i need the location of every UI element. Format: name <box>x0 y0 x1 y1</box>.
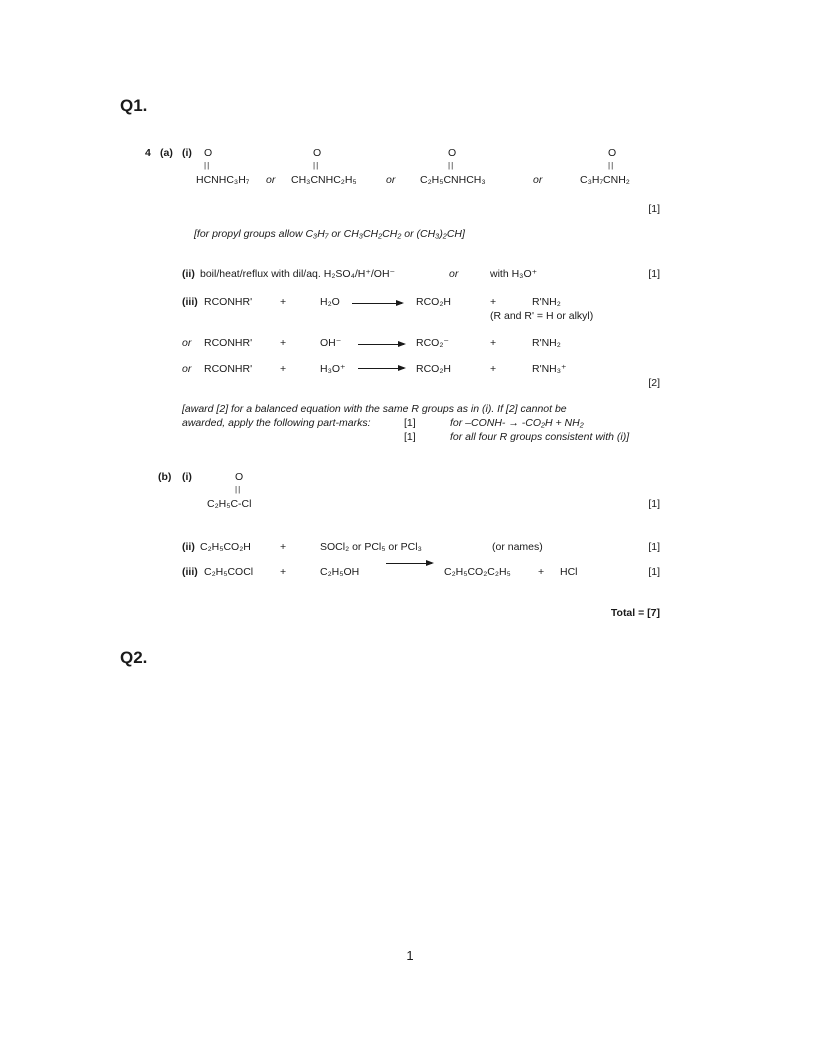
mark: [1] <box>648 541 660 553</box>
part-mark-criterion: for –CONH- → -CO₂H + NH₂ <box>450 417 584 429</box>
double-bond: || <box>313 161 320 170</box>
question-1-heading: Q1. <box>120 96 148 115</box>
plus-sign: + <box>280 337 287 349</box>
or-text: or <box>182 363 192 375</box>
plus-sign: + <box>538 566 545 578</box>
carbonyl-oxygen: O <box>204 147 213 159</box>
part-a-i-label: (i) <box>182 147 192 159</box>
mark: [2] <box>648 377 660 389</box>
double-bond: || <box>235 485 242 494</box>
acyl-chloride-structure: C₂H₅C-Cl <box>207 498 252 510</box>
reactant: H₃O⁺ <box>320 363 346 375</box>
or-text: or <box>533 174 543 186</box>
mark: [1] <box>648 498 660 510</box>
award-note-line-1: [award [2] for a balanced equation with the same R groups as in (i). If [2] cannot be <box>182 403 567 415</box>
part-mark: [1] <box>404 431 416 443</box>
or-text: or <box>182 337 192 349</box>
plus-sign: + <box>490 296 497 308</box>
structure-4: C₃H₇CNH₂ <box>580 174 630 186</box>
chlorinating-reagent: SOCl₂ or PCl₅ or PCl₃ <box>320 541 422 553</box>
total-marks: Total = [7] <box>610 607 660 619</box>
product: RCO₂H <box>416 296 451 308</box>
propyl-note: [for propyl groups allow C₃H₇ or CH₃CH₂CH₂ or (CH₃)₂CH] <box>194 228 465 240</box>
plus-sign: + <box>490 363 497 375</box>
question-2-heading: Q2. <box>120 648 148 667</box>
part-b-ii-label: (ii) <box>182 541 195 553</box>
part-a-iii-label: (iii) <box>182 296 198 308</box>
reaction-arrow <box>358 368 404 369</box>
part-mark: [1] <box>404 417 416 429</box>
or-names-note: (or names) <box>492 541 543 553</box>
reaction-arrow <box>358 344 404 345</box>
product: RCO₂H <box>416 363 451 375</box>
part-b-iii-label: (iii) <box>182 566 198 578</box>
plus-sign: + <box>280 566 287 578</box>
carbonyl-oxygen: O <box>235 471 244 483</box>
structure-2: CH₃CNHC₂H₅ <box>291 174 357 186</box>
page-number: 1 <box>406 948 414 963</box>
product-hcl: HCl <box>560 566 578 578</box>
reaction-arrow <box>352 303 402 304</box>
carbonyl-oxygen: O <box>608 147 617 159</box>
r-group-note: (R and R' = H or alkyl) <box>490 310 594 322</box>
reactant-acid: C₂H₅CO₂H <box>200 541 251 553</box>
part-b-label: (b) <box>158 471 172 483</box>
reactant-amide: RCONHR' <box>204 363 253 375</box>
or-text: or <box>449 268 459 280</box>
carbonyl-oxygen: O <box>448 147 457 159</box>
reactant-amide: RCONHR' <box>204 296 253 308</box>
part-b-i-label: (i) <box>182 471 192 483</box>
product: R'NH₃⁺ <box>532 363 567 375</box>
hydrolysis-conditions: boil/heat/reflux with dil/aq. H₂SO₄/H⁺/OH⁻ <box>200 268 396 280</box>
plus-sign: + <box>490 337 497 349</box>
double-bond: || <box>608 161 615 170</box>
reactant-amide: RCONHR' <box>204 337 253 349</box>
question-number: 4 <box>145 147 151 159</box>
structure-1: HCNHC₃H₇ <box>196 174 250 186</box>
reaction-arrow <box>386 563 432 564</box>
mark: [1] <box>648 566 660 578</box>
reactant-ethanol: C₂H₅OH <box>320 566 360 578</box>
reactant-acyl-chloride: C₂H₅COCl <box>204 566 254 578</box>
structure-3: C₂H₅CNHCH₃ <box>420 174 486 186</box>
product: RCO₂⁻ <box>416 337 449 349</box>
part-a-label: (a) <box>160 147 173 159</box>
or-text: or <box>266 174 276 186</box>
part-mark-criterion: for all four R groups consistent with (i)] <box>450 431 630 443</box>
carbonyl-oxygen: O <box>313 147 322 159</box>
product: R'NH₂ <box>532 296 561 308</box>
or-text: or <box>386 174 396 186</box>
part-a-ii-label: (ii) <box>182 268 195 280</box>
product-ester: C₂H₅CO₂C₂H₅ <box>444 566 511 578</box>
mark: [1] <box>648 203 660 215</box>
award-note-line-2: awarded, apply the following part-marks: <box>182 417 371 429</box>
double-bond: || <box>448 161 455 170</box>
mark: [1] <box>648 268 660 280</box>
plus-sign: + <box>280 541 287 553</box>
product: R'NH₂ <box>532 337 561 349</box>
double-bond: || <box>204 161 211 170</box>
alternative-conditions: with H₃O⁺ <box>490 268 538 280</box>
plus-sign: + <box>280 363 287 375</box>
reactant: OH⁻ <box>320 337 342 349</box>
reactant: H₂O <box>320 296 340 308</box>
plus-sign: + <box>280 296 287 308</box>
